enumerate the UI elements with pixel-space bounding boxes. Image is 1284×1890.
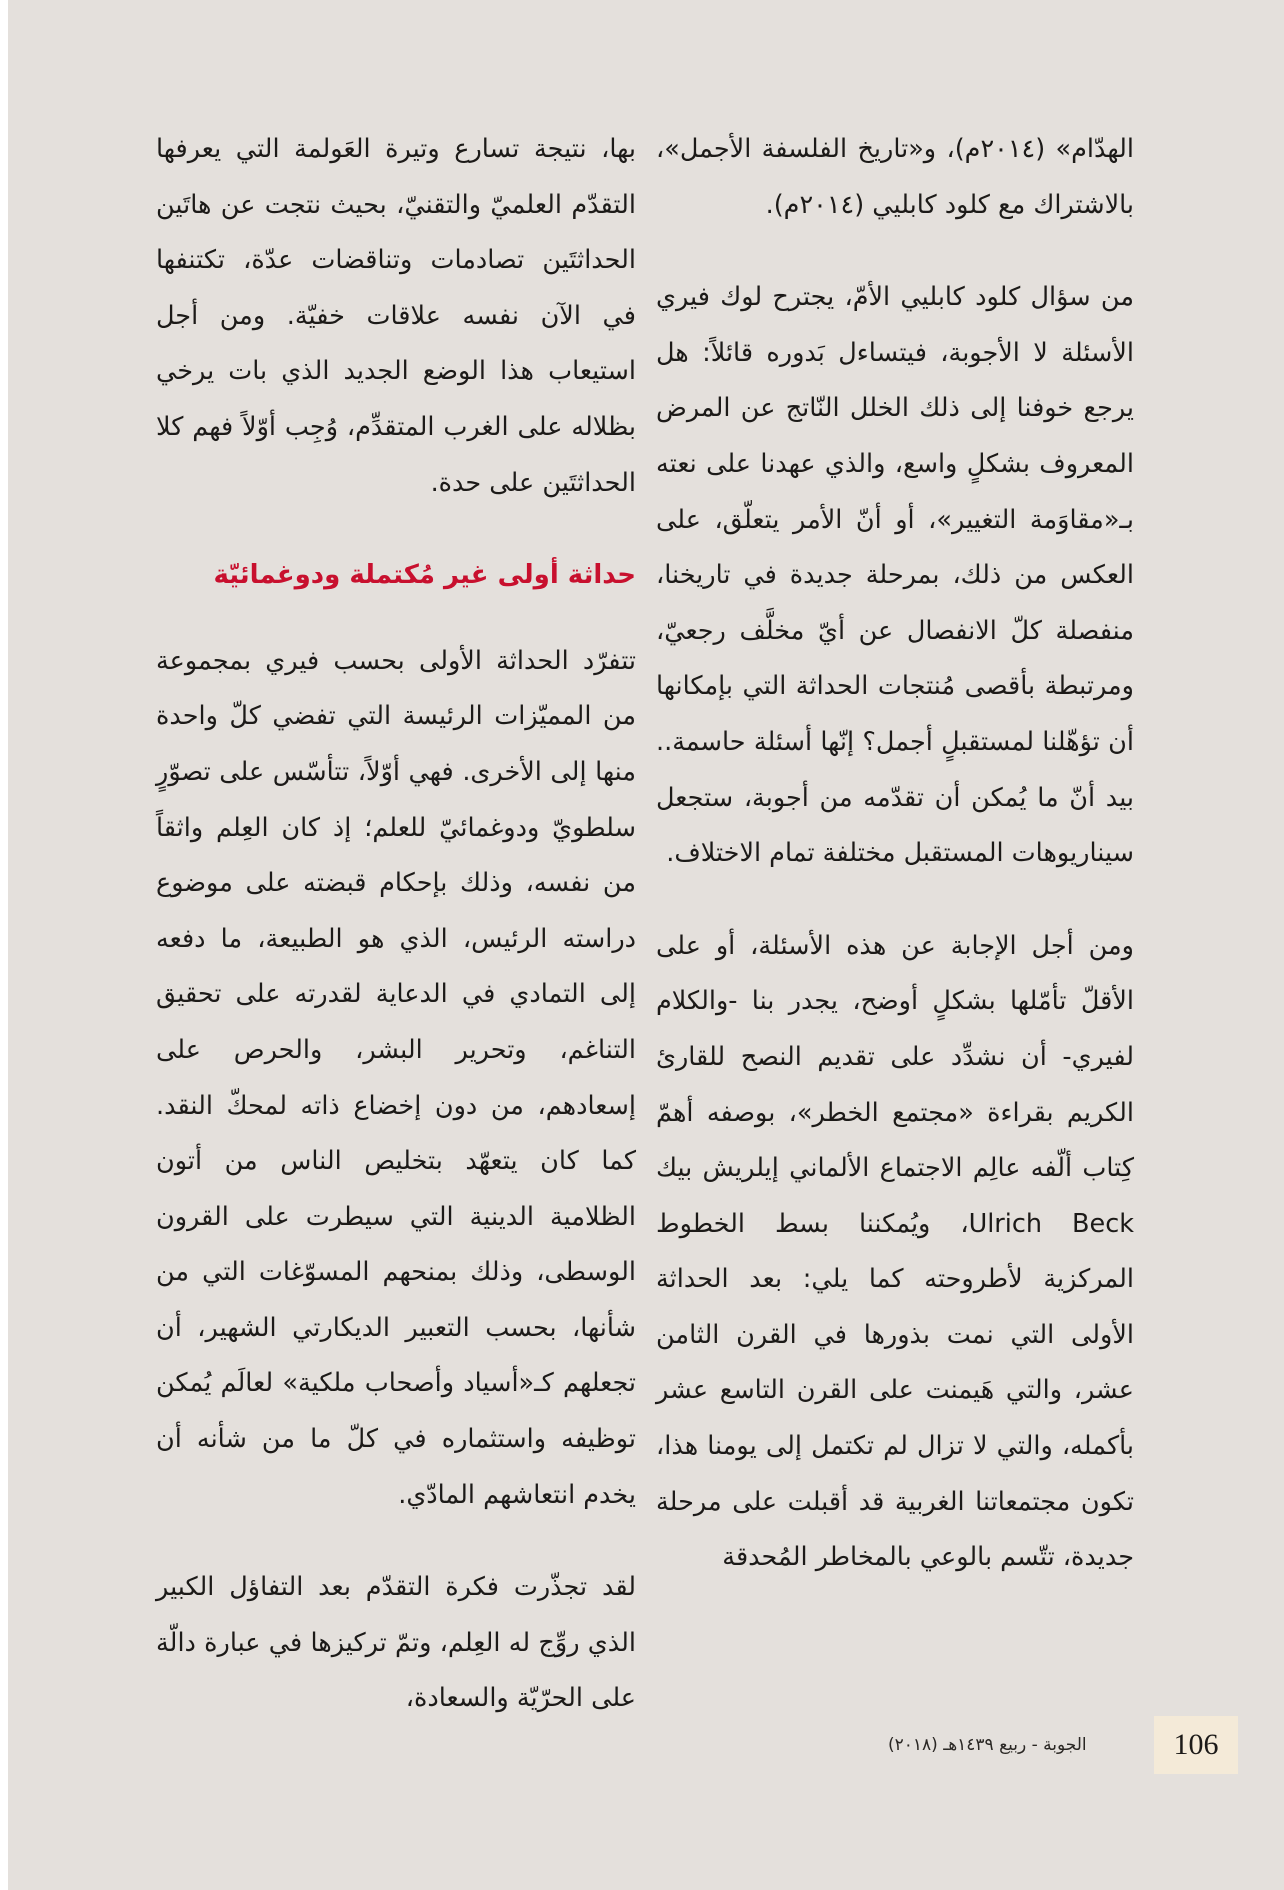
magazine-page	[8, 0, 1284, 1890]
article-paragraph: بها، نتيجة تسارع وتيرة العَولمة التي يعرفها التقدّم العلميّ والتقنيّ، بحيث نتجت عن هاتَين الحداثتَين تصادمات وتناقضات عدّة، تكتنفها في الآن نفسه علاقات خفيّة. ومن أجل استيعاب هذا الوضع الجديد الذي بات يرخي بظلاله على الغرب المتقدِّم، وُجِب أوّلاً فهم كلا الحداثتَين على حدة.	[156, 134, 636, 498]
article-paragraph: لقد تجذّرت فكرة التقدّم بعد التفاؤل الكبير الذي روِّج له العِلم، وتمّ تركيزها في عبارة دالّة على الحرّيّة والسعادة،	[156, 1572, 636, 1714]
page-number: 106	[1154, 1716, 1238, 1774]
page-footer	[8, 1716, 1284, 1776]
article-paragraph: ومن أجل الإجابة عن هذه الأسئلة، أو على الأقلّ تأمّلها بشكلٍ أوضح، يجدر بنا -والكلام لفيري- أن نشدِّد على تقديم النصح للقارئ الكريم بقراءة «مجتمع الخطر»، بوصفه أهمّ كِتاب ألّفه عالِم الاجتماع الألماني إيلريش بيك Ulrich Beck، ويُمكننا بسط الخطوط المركزية لأطروحته كما يلي: بعد الحداثة الأولى التي نمت بذورها في القرن الثامن عشر، والتي هَيمنت على القرن التاسع عشر بأكمله، والتي لا تزال لم تكتمل إلى يومنا هذا، تكون مجتمعاتنا الغربية قد أقبلت على مرحلة جديدة، تتّسم بالوعي بالمخاطر المُحدقة	[656, 930, 1134, 1573]
article-paragraph: تتفرّد الحداثة الأولى بحسب فيري بمجموعة من المميّزات الرئيسة التي تفضي كلّ واحدة منها إلى الأخرى. فهي أوّلاً، تتأسّس على تصوّرٍ سلطويّ ودوغمائيّ للعلم؛ إذ كان العِلم واثقاً من نفسه، وذلك بإحكام قبضته على موضوع دراسته الرئيس، الذي هو الطبيعة، ما دفعه إلى التمادي في الدعاية لقدرته على تحقيق التناغم، وتحرير البشر، والحرص على إسعادهم، من دون إخضاع ذاته لمحكّ النقد. كما كان يتعهّد بتخليص الناس من أتون الظلامية الدينية التي سيطرت على القرون الوسطى، وذلك بمنحهم المسوّغات التي من شأنها، بحسب التعبير الديكارتي الشهير، أن تجعلهم كـ«أسياد وأصحاب ملكية» لعالَم يُمكن توظيفه واستثماره في كلّ ما من شأنه أن يخدم انتعاشهم المادّي.	[156, 645, 636, 1510]
article-paragraph: من سؤال كلود كابليي الأمّ، يجترح لوك فيري الأسئلة لا الأجوبة، فيتساءل بَدوره قائلاً: هل يرجع خوفنا إلى ذلك الخلل النّاتج عن المرض المعروف بشكلٍ واسع، والذي عهدنا على نعته بـ«مقاوَمة التغيير»، أو أنّ الأمر يتعلّق، على العكس من ذلك، بمرحلة جديدة في تاريخنا، منفصلة كلّ الانفصال عن أيّ مخلَّف رجعيّ، ومرتبطة بأقصى مُنتجات الحداثة التي بإمكانها أن تؤهّلنا لمستقبلٍ أجمل؟ إنّها أسئلة حاسمة.. بيد أنّ ما يُمكن أن تقدّمه من أجوبة، ستجعل سيناريوهات المستقبل مختلفة تمام الاختلاف.	[656, 282, 1134, 869]
section-heading: حداثة أولى غير مُكتملة ودوغمائيّة	[213, 560, 636, 591]
article-left-column	[156, 122, 636, 1764]
journal-issue-info: الجوبة - ربيع ١٤٣٩هـ (٢٠١٨)	[888, 1735, 1087, 1755]
article-paragraph: الهدّام» (٢٠١٤م)، و«تاريخ الفلسفة الأجمل»، بالاشتراك مع كلود كابليي (٢٠١٤م).	[656, 134, 1134, 220]
article-right-column	[656, 122, 1134, 1623]
